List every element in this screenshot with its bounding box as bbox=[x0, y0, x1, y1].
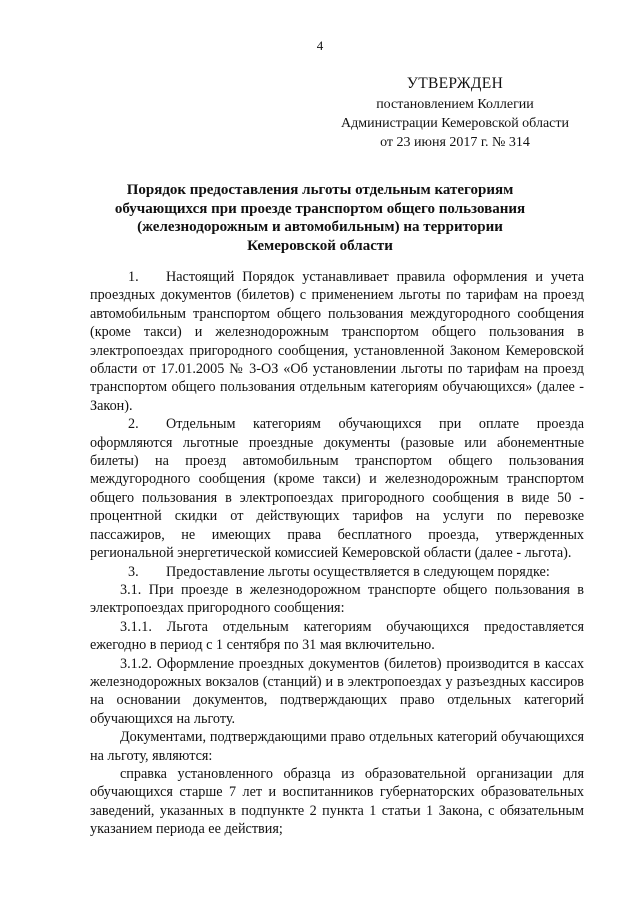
paragraph-number: 1. bbox=[128, 269, 139, 285]
page-number: 4 bbox=[316, 38, 324, 53]
document-title: Порядок предоставления льготы отдельным категориям обучающихся при проезде транспортом общего пользования (железнодорожным и автомобильным) на территории Кемеровской области bbox=[114, 182, 526, 254]
paragraph-3-1: 3.1. При проезде в железнодорожном транспорте общего пользования в электропоездах пригородного сообщения: bbox=[90, 581, 584, 617]
paragraph-text: Настоящий Порядок устанавливает правила оформления и учета проездных документов (билетов) с применением льготы по тарифам на проезд автомобильным транспортом общего пользования междугородного сообщения (кроме такси) и железнодорожным транспортом общего пользования в электропоездах пригородного сообщения, установленной Законом Кемеровской области от 17.01.2005 № 3-ОЗ «Об установлении льготы по тарифам на проезд транспортом общего пользования отдельным категориям обучающихся» (далее - Закон). bbox=[90, 269, 584, 414]
paragraph-documents: Документами, подтверждающими право отдельных категорий обучающихся на льготу, являются: bbox=[90, 729, 584, 764]
paragraph-certificate: справка установленного образца из образовательной организации для обучающихся старше 7 лет и воспитанников губернаторских образовательных заведений, указанных в подпункте 2 пункта 1 статьи 1 Закона, с обязательным указанием периода ее действия; bbox=[90, 765, 584, 838]
paragraph-number: 2. bbox=[128, 416, 139, 433]
approval-line: Администрации Кемеровской области bbox=[341, 116, 569, 131]
paragraph-1 bbox=[90, 268, 584, 415]
paragraph-number: 3. bbox=[128, 563, 139, 580]
paragraph-2 bbox=[90, 415, 584, 562]
approval-head: УТВЕРЖДЕН bbox=[406, 75, 504, 92]
paragraph-3 bbox=[90, 563, 584, 581]
paragraph-text: Предоставление льготы осуществляется в следующем порядке: bbox=[166, 563, 550, 580]
paragraph-text: Отдельным категориям обучающихся при оплате проезда оформляются льготные проездные документы (разовые или абонементные билеты) на проезд автомобильным транспортом общего пользования междугородного сообщения (кроме такси) и железнодорожным транспортом общего пользования в электропоездах пригородного сообщения в виде 50 - процентной скидки от действующих тарифов на услуги по перевозке пассажиров, не имеющих права бесплатного проезда, утвержденных региональной энергетической комиссией Кемеровской области (далее - льгота). bbox=[90, 416, 584, 562]
document-body bbox=[90, 268, 584, 839]
paragraph-3-1-1: 3.1.1. Льгота отдельным категориям обучающихся предоставляется ежегодно в период с 1 сентября по 31 мая включительно. bbox=[90, 618, 584, 654]
paragraph-3-1-2: 3.1.2. Оформление проездных документов (билетов) производится в кассах железнодорожных вокзалов (станций) и в электропоездах у разъездных кассиров на основании документов, подтверждающих право отдельных категорий обучающихся на льготу. bbox=[90, 655, 584, 727]
approval-block bbox=[325, 73, 585, 152]
approval-line: постановлением Коллегии bbox=[376, 97, 534, 112]
approval-date: от 23 июня 2017 г. № 314 bbox=[380, 135, 530, 150]
